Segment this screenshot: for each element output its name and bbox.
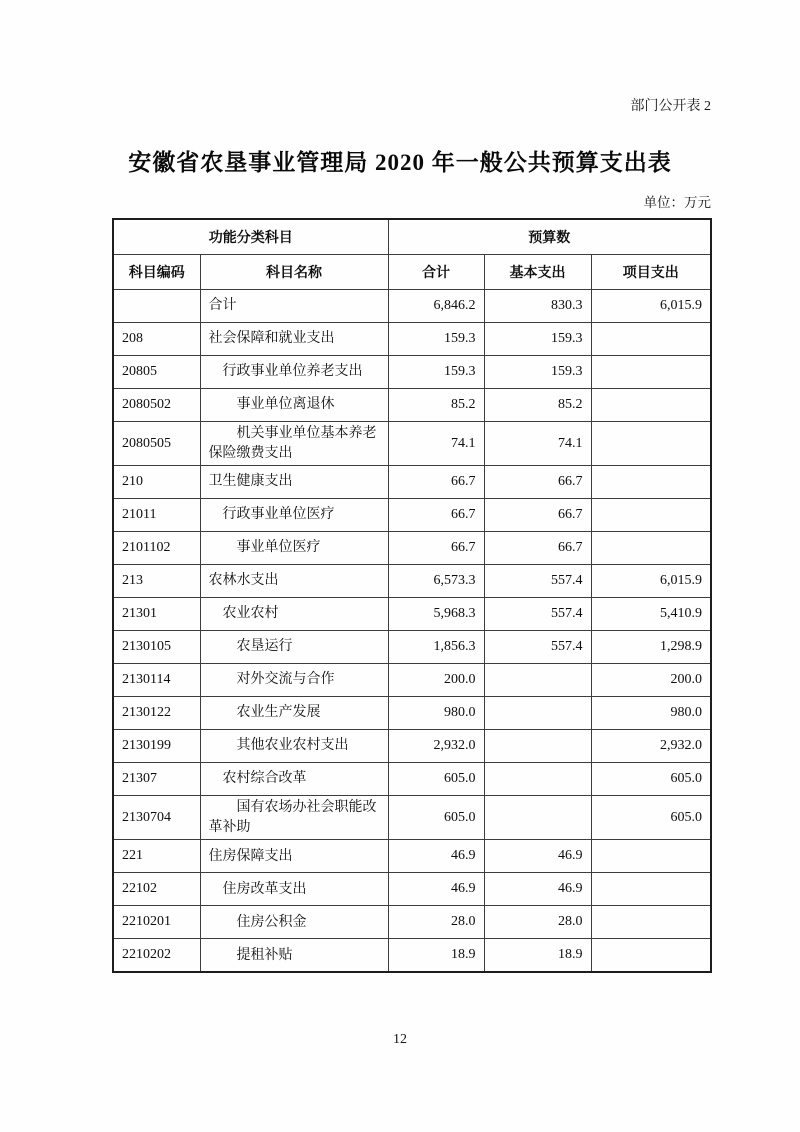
table-row <box>113 730 711 763</box>
total-cell: 66.7 <box>388 499 484 532</box>
column-header-project-expenditure: 项目支出 <box>591 255 711 290</box>
total-cell: 980.0 <box>388 697 484 730</box>
subject-code-cell: 2130704 <box>113 796 200 840</box>
table-row <box>113 323 711 356</box>
project-expenditure-cell: 605.0 <box>591 763 711 796</box>
project-expenditure-cell <box>591 389 711 422</box>
table-row <box>113 873 711 906</box>
table-row <box>113 422 711 466</box>
subject-code-cell: 210 <box>113 466 200 499</box>
project-expenditure-cell <box>591 499 711 532</box>
total-cell: 605.0 <box>388 796 484 840</box>
page-title: 安徽省农垦事业管理局 2020 年一般公共预算支出表 <box>128 150 672 175</box>
project-expenditure-cell <box>591 422 711 466</box>
basic-expenditure-cell: 66.7 <box>484 532 591 565</box>
subject-name-cell: 事业单位医疗 <box>200 532 388 565</box>
budget-table <box>112 218 712 973</box>
subject-name-cell: 住房保障支出 <box>200 840 388 873</box>
subject-code-cell: 21011 <box>113 499 200 532</box>
basic-expenditure-cell: 557.4 <box>484 598 591 631</box>
total-cell: 6,846.2 <box>388 290 484 323</box>
total-cell: 6,573.3 <box>388 565 484 598</box>
subject-code-cell: 2130122 <box>113 697 200 730</box>
project-expenditure-cell <box>591 873 711 906</box>
subject-name-cell: 机关事业单位基本养老保险缴费支出 <box>200 422 388 466</box>
project-expenditure-cell: 2,932.0 <box>591 730 711 763</box>
table-row <box>113 796 711 840</box>
subject-code-cell: 20805 <box>113 356 200 389</box>
total-cell: 200.0 <box>388 664 484 697</box>
project-expenditure-cell: 6,015.9 <box>591 565 711 598</box>
total-cell: 2,932.0 <box>388 730 484 763</box>
project-expenditure-cell <box>591 356 711 389</box>
subject-code-cell: 21301 <box>113 598 200 631</box>
project-expenditure-cell <box>591 532 711 565</box>
subject-name-cell: 社会保障和就业支出 <box>200 323 388 356</box>
table-row <box>113 466 711 499</box>
subject-code-cell: 2210201 <box>113 906 200 939</box>
subject-name-cell: 合计 <box>200 290 388 323</box>
project-expenditure-cell: 6,015.9 <box>591 290 711 323</box>
subject-name-cell: 行政事业单位养老支出 <box>200 356 388 389</box>
basic-expenditure-cell: 830.3 <box>484 290 591 323</box>
basic-expenditure-cell: 557.4 <box>484 631 591 664</box>
subject-name-cell: 农业生产发展 <box>200 697 388 730</box>
total-cell: 46.9 <box>388 840 484 873</box>
project-expenditure-cell <box>591 466 711 499</box>
subject-code-cell: 221 <box>113 840 200 873</box>
page-number: 12 <box>393 1032 407 1047</box>
subject-name-cell: 其他农业农村支出 <box>200 730 388 763</box>
column-header-subject-name: 科目名称 <box>200 255 388 290</box>
subject-name-cell: 卫生健康支出 <box>200 466 388 499</box>
basic-expenditure-cell: 159.3 <box>484 323 591 356</box>
table-header-columns-row <box>113 255 711 290</box>
project-expenditure-cell <box>591 323 711 356</box>
column-header-basic-expenditure: 基本支出 <box>484 255 591 290</box>
subject-name-cell: 住房改革支出 <box>200 873 388 906</box>
table-row <box>113 499 711 532</box>
table-row <box>113 356 711 389</box>
basic-expenditure-cell: 159.3 <box>484 356 591 389</box>
header-budget-figures: 预算数 <box>388 219 711 255</box>
subject-name-cell: 农垦运行 <box>200 631 388 664</box>
basic-expenditure-cell <box>484 763 591 796</box>
basic-expenditure-cell <box>484 664 591 697</box>
subject-code-cell: 22102 <box>113 873 200 906</box>
unit-label: 单位：万元 <box>643 195 711 210</box>
subject-name-cell: 国有农场办社会职能改革补助 <box>200 796 388 840</box>
total-cell: 1,856.3 <box>388 631 484 664</box>
basic-expenditure-cell: 557.4 <box>484 565 591 598</box>
table-row <box>113 389 711 422</box>
project-expenditure-cell: 200.0 <box>591 664 711 697</box>
subject-code-cell: 21307 <box>113 763 200 796</box>
subject-code-cell: 2080502 <box>113 389 200 422</box>
project-expenditure-cell <box>591 939 711 973</box>
table-row <box>113 763 711 796</box>
total-cell: 66.7 <box>388 532 484 565</box>
subject-code-cell: 213 <box>113 565 200 598</box>
table-row <box>113 598 711 631</box>
basic-expenditure-cell <box>484 697 591 730</box>
column-header-subject-code: 科目编码 <box>113 255 200 290</box>
subject-name-cell: 农林水支出 <box>200 565 388 598</box>
basic-expenditure-cell: 74.1 <box>484 422 591 466</box>
table-row <box>113 290 711 323</box>
project-expenditure-cell <box>591 840 711 873</box>
basic-expenditure-cell: 28.0 <box>484 906 591 939</box>
column-header-total: 合计 <box>388 255 484 290</box>
table-row <box>113 532 711 565</box>
subject-code-cell: 2130114 <box>113 664 200 697</box>
subject-name-cell: 住房公积金 <box>200 906 388 939</box>
total-cell: 66.7 <box>388 466 484 499</box>
subject-code-cell <box>113 290 200 323</box>
subject-code-cell: 2130105 <box>113 631 200 664</box>
subject-name-cell: 农村综合改革 <box>200 763 388 796</box>
subject-code-cell: 2130199 <box>113 730 200 763</box>
total-cell: 28.0 <box>388 906 484 939</box>
basic-expenditure-cell: 66.7 <box>484 499 591 532</box>
subject-code-cell: 2210202 <box>113 939 200 973</box>
subject-code-cell: 2080505 <box>113 422 200 466</box>
basic-expenditure-cell: 85.2 <box>484 389 591 422</box>
total-cell: 5,968.3 <box>388 598 484 631</box>
table-body <box>113 290 711 973</box>
project-expenditure-cell: 605.0 <box>591 796 711 840</box>
table-row <box>113 631 711 664</box>
subject-name-cell: 事业单位离退休 <box>200 389 388 422</box>
total-cell: 605.0 <box>388 763 484 796</box>
total-cell: 159.3 <box>388 356 484 389</box>
subject-name-cell: 提租补贴 <box>200 939 388 973</box>
table-row <box>113 697 711 730</box>
basic-expenditure-cell: 18.9 <box>484 939 591 973</box>
basic-expenditure-cell: 66.7 <box>484 466 591 499</box>
total-cell: 74.1 <box>388 422 484 466</box>
total-cell: 85.2 <box>388 389 484 422</box>
subject-name-cell: 对外交流与合作 <box>200 664 388 697</box>
project-expenditure-cell: 1,298.9 <box>591 631 711 664</box>
project-expenditure-cell <box>591 906 711 939</box>
subject-name-cell: 行政事业单位医疗 <box>200 499 388 532</box>
table-row <box>113 906 711 939</box>
subject-code-cell: 2101102 <box>113 532 200 565</box>
table-header-group-row <box>113 219 711 255</box>
project-expenditure-cell: 5,410.9 <box>591 598 711 631</box>
table-row <box>113 939 711 973</box>
basic-expenditure-cell: 46.9 <box>484 873 591 906</box>
total-cell: 159.3 <box>388 323 484 356</box>
subject-name-cell: 农业农村 <box>200 598 388 631</box>
basic-expenditure-cell <box>484 796 591 840</box>
subject-code-cell: 208 <box>113 323 200 356</box>
header-functional-category: 功能分类科目 <box>113 219 388 255</box>
basic-expenditure-cell <box>484 730 591 763</box>
total-cell: 18.9 <box>388 939 484 973</box>
table-row <box>113 565 711 598</box>
corner-label: 部门公开表 2 <box>630 99 711 114</box>
basic-expenditure-cell: 46.9 <box>484 840 591 873</box>
total-cell: 46.9 <box>388 873 484 906</box>
table-row <box>113 840 711 873</box>
project-expenditure-cell: 980.0 <box>591 697 711 730</box>
table-row <box>113 664 711 697</box>
table-header <box>113 219 711 290</box>
